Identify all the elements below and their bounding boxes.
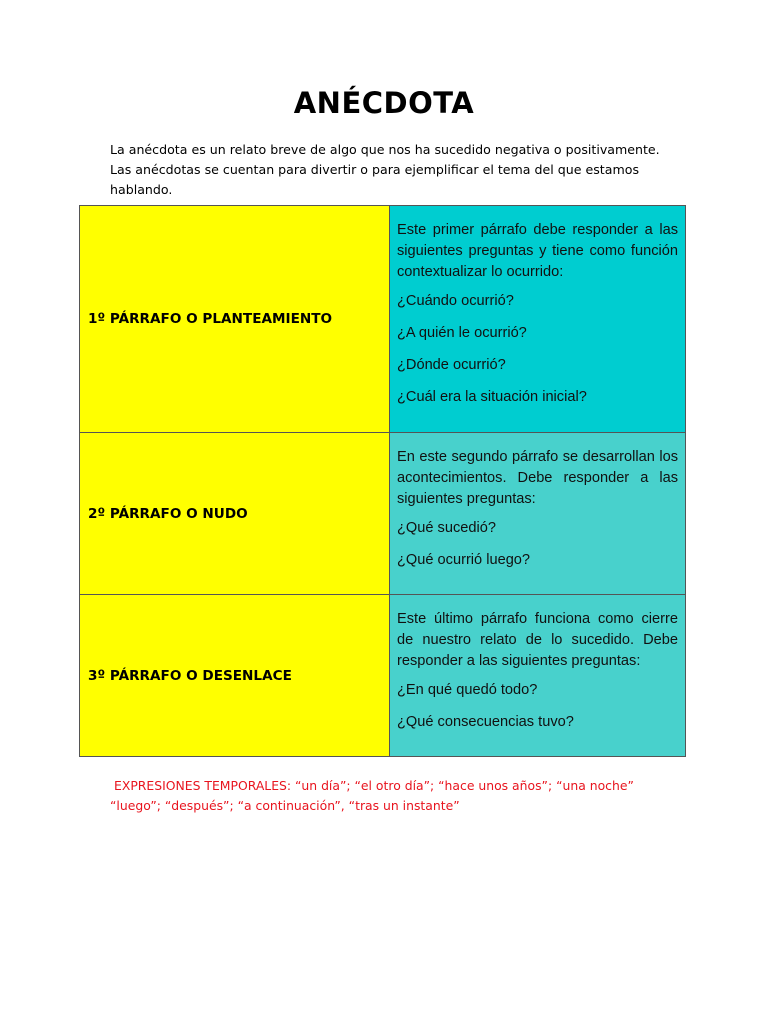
question-item: ¿Qué sucedió? — [397, 520, 496, 536]
question-item: ¿Qué consecuencias tuvo? — [397, 714, 574, 730]
question-item: ¿Cuándo ocurrió? — [397, 293, 514, 309]
paragraph-description: En este segundo párrafo se desarrollan los acontecimientos. Debe responder a las siguientes preguntas: — [397, 449, 678, 507]
paragraph-description-cell — [390, 595, 686, 757]
paragraph-label: 2º PÁRRAFO O NUDO — [80, 433, 390, 595]
page-title: ANÉCDOTA — [293, 86, 475, 120]
question-item: ¿Dónde ocurrió? — [397, 357, 506, 373]
expressions-line: EXPRESIONES TEMPORALES: “un día”; “el otro día”; “hace unos años”; “una noche” — [114, 778, 634, 793]
table-row — [80, 595, 686, 757]
paragraph-description: Este primer párrafo debe responder a las siguientes preguntas y tiene como función contextualizar lo ocurrido: — [397, 222, 678, 280]
paragraph-description: Este último párrafo funciona como cierre de nuestro relato de lo sucedido. Debe responder a las siguientes preguntas: — [397, 611, 678, 669]
question-item: ¿Cuál era la situación inicial? — [397, 389, 587, 405]
question-item: ¿Qué ocurrió luego? — [397, 552, 531, 568]
question-item: ¿A quién le ocurrió? — [397, 325, 527, 341]
intro-paragraph — [110, 140, 670, 200]
paragraph-label: 1º PÁRRAFO O PLANTEAMIENTO — [80, 206, 390, 433]
paragraph-description-cell — [390, 433, 686, 595]
intro-line: La anécdota es un relato breve de algo que nos ha sucedido negativa o positivamente. — [110, 142, 660, 157]
temporal-expressions — [110, 776, 670, 816]
table-row — [80, 433, 686, 595]
expressions-line: “luego”; “después”; “a continuación”, “tras un instante” — [110, 798, 460, 813]
paragraph-label: 3º PÁRRAFO O DESENLACE — [80, 595, 390, 757]
intro-line: hablando. — [110, 182, 173, 197]
intro-line: Las anécdotas se cuentan para divertir o para ejemplificar el tema del que estamos — [110, 162, 639, 177]
table-row — [80, 206, 686, 433]
anecdote-structure-table — [79, 205, 686, 757]
paragraph-description-cell — [390, 206, 686, 433]
question-item: ¿En qué quedó todo? — [397, 682, 538, 698]
